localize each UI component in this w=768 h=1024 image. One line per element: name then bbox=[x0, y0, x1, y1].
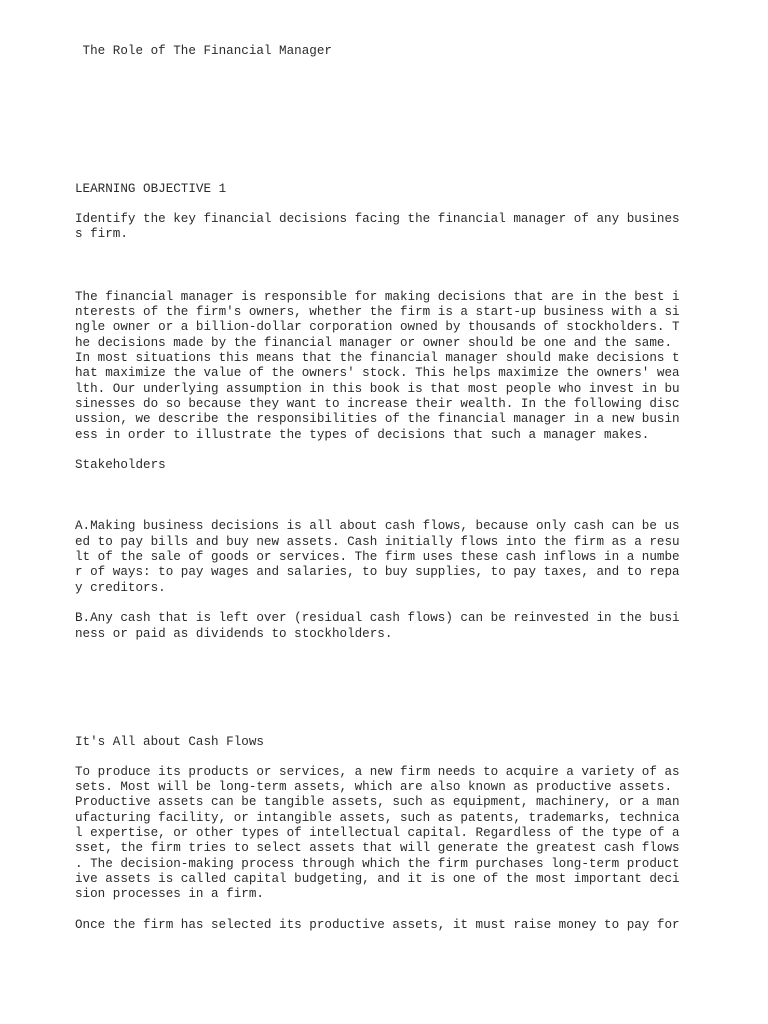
paragraph-a-line: y creditors. bbox=[75, 581, 166, 595]
paragraph-line: ussion, we describe the responsibilities of the financial manager in a new busin bbox=[75, 412, 680, 426]
paragraph-line: In most situations this means that the financial manager should make decisions t bbox=[75, 351, 680, 365]
paragraph-a-line: lt of the sale of goods or services. The firm uses these cash inflows in a numbe bbox=[75, 550, 680, 564]
paragraph-line: nterests of the firm's owners, whether the firm is a start-up business with a si bbox=[75, 305, 680, 319]
paragraph-line: sion processes in a firm. bbox=[75, 887, 264, 901]
objective-text-line: Identify the key financial decisions facing the financial manager of any busines bbox=[75, 212, 680, 226]
paragraph-a-line: A.Making business decisions is all about cash flows, because only cash can be us bbox=[75, 519, 680, 533]
stakeholders-heading: Stakeholders bbox=[75, 458, 166, 472]
paragraph-line: sets. Most will be long-term assets, which are also known as productive assets. bbox=[75, 780, 673, 794]
paragraph-line: ngle owner or a billion-dollar corporation owned by thousands of stockholders. T bbox=[75, 320, 680, 334]
learning-objective-heading: LEARNING OBJECTIVE 1 bbox=[75, 182, 227, 196]
paragraph-line: ive assets is called capital budgeting, and it is one of the most important deci bbox=[75, 872, 680, 886]
objective-text-line: s firm. bbox=[75, 227, 128, 241]
paragraph-line: l expertise, or other types of intellectual capital. Regardless of the type of a bbox=[75, 826, 680, 840]
cash-flows-heading: It's All about Cash Flows bbox=[75, 735, 264, 749]
paragraph-a-line: ed to pay bills and buy new assets. Cash initially flows into the firm as a resu bbox=[75, 535, 680, 549]
paragraph-line: Productive assets can be tangible assets, such as equipment, machinery, or a man bbox=[75, 795, 680, 809]
paragraph-b-line: ness or paid as dividends to stockholders. bbox=[75, 627, 393, 641]
document-title: The Role of The Financial Manager bbox=[75, 44, 332, 58]
paragraph-line: lth. Our underlying assumption in this book is that most people who invest in bu bbox=[75, 382, 680, 396]
paragraph-line: . The decision-making process through which the firm purchases long-term product bbox=[75, 857, 680, 871]
paragraph-line: sinesses do so because they want to increase their wealth. In the following disc bbox=[75, 397, 680, 411]
paragraph-line: To produce its products or services, a new firm needs to acquire a variety of as bbox=[75, 765, 680, 779]
paragraph-a-line: r of ways: to pay wages and salaries, to buy supplies, to pay taxes, and to repa bbox=[75, 565, 680, 579]
paragraph-line: ufacturing facility, or intangible assets, such as patents, trademarks, technica bbox=[75, 811, 680, 825]
paragraph-b-line: B.Any cash that is left over (residual cash flows) can be reinvested in the busi bbox=[75, 611, 680, 625]
paragraph-line: hat maximize the value of the owners' stock. This helps maximize the owners' wea bbox=[75, 366, 680, 380]
paragraph-line: ess in order to illustrate the types of decisions that such a manager makes. bbox=[75, 428, 650, 442]
paragraph-line: he decisions made by the financial manager or owner should be one and the same. bbox=[75, 336, 673, 350]
paragraph-line: The financial manager is responsible for making decisions that are in the best i bbox=[75, 290, 680, 304]
paragraph-line: Once the firm has selected its productive assets, it must raise money to pay for bbox=[75, 918, 680, 932]
paragraph-line: sset, the firm tries to select assets that will generate the greatest cash flows bbox=[75, 841, 680, 855]
